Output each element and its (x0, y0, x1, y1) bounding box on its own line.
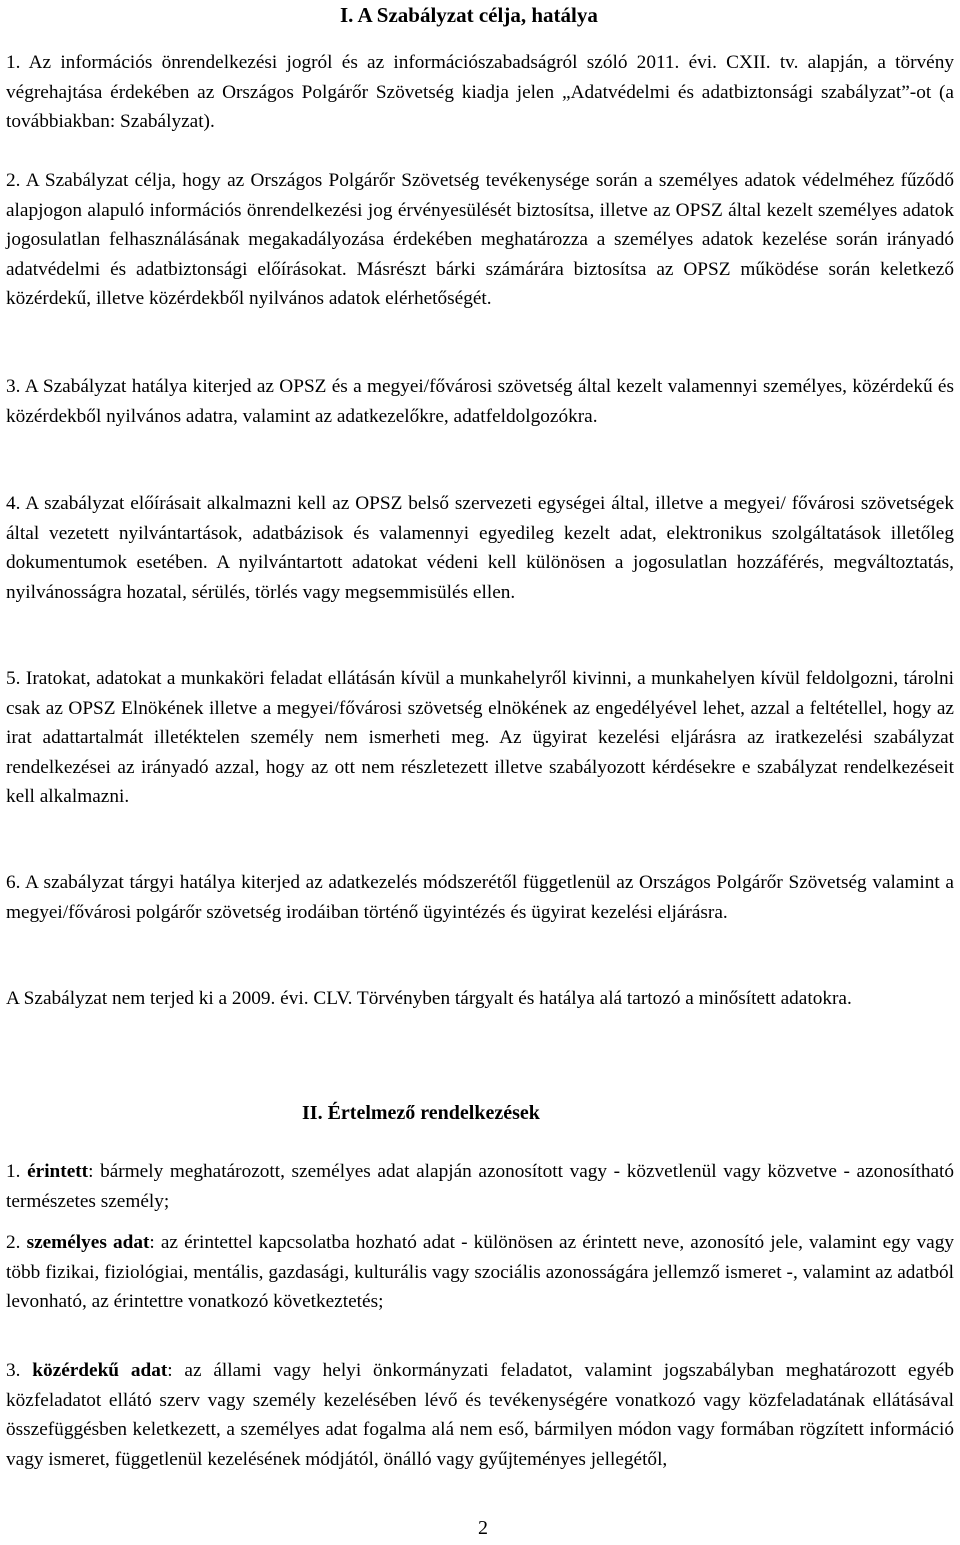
paragraph-6: 6. A szabályzat tárgyi hatálya kiterjed az adatkezelés módszerétől függetlenül az Országos Polgárőr Szövetség valamint a megyei/fővárosi polgárőr szövetség irodáiban történő ügyintézés és ügyirat kezelési eljárásra. (6, 872, 954, 923)
paragraph-1: 1. Az információs önrendelkezési jogról és az információszabadságról szóló 2011. évi. CXII. tv. alapján, a törvény végrehajtása érdekében az Országos Polgárőr Szövetség kiadja jelen „Adatvédelmi és adatbiztonsági szabályzat”-ot (a továbbiakban: Szabályzat). (6, 52, 954, 133)
definition-number: 2. (6, 1232, 27, 1253)
definition-term: közérdekű adat (32, 1360, 168, 1381)
definition-2 (6, 1228, 954, 1317)
paragraph-4: 4. A szabályzat előírásait alkalmazni kell az OPSZ belső szervezeti egységei által, illetve a megyei/ fővárosi szövetségek által vezetett nyilvántartások, adatbázisok és valamennyi egyedileg kezelt adat, elektronikus szolgáltatások illetőleg dokumentumok esetében. A nyilvántartott adatokat védeni kell különösen a jogosulatlan hozzáférés, megváltoztatás, nyilvánosságra hozatal, sérülés, törlés vagy megsemmisülés ellen. (6, 493, 954, 603)
definition-term: személyes adat (26, 1232, 150, 1253)
definition-1 (6, 1157, 954, 1216)
section-2-title: II. Értelmező rendelkezések (302, 1102, 540, 1124)
paragraph-5: 5. Iratokat, adatokat a munkaköri feladat ellátásán kívül a munkahelyről kivinni, a munkahelyen kívül feldolgozni, tárolni csak az OPSZ Elnökének illetve a megyei/fővárosi szövetség elnökének az engedélyével lehet, azzal a feltétellel, hogy az irat adattartalmát illetéktelen személy nem ismerheti meg. Az ügyirat kezelési eljárásra az iratkezelési szabályzat rendelkezései az irányadó azzal, hogy az ott nem részletezett illetve szabályozott kérdésekre e szabályzat rendelkezéseit kell alkalmazni. (6, 668, 954, 808)
definition-number: 3. (6, 1360, 33, 1381)
definition-term: érintett (27, 1161, 89, 1182)
definition-3 (6, 1356, 954, 1474)
definition-text: : az állami vagy helyi önkormányzati feladatot, valamint jogszabályban meghatározott egyéb közfeladatot ellátó szerv vagy személy kezelésében lévő és tevékenységére vonatkozó vagy közfeladatának ellátásával összefüggésben keletkezett, a személyes adat fogalma alá nem eső, bármilyen módon vagy formában rögzített információ vagy ismeret, függetlenül kezelésének módjától, önálló vagy gyűjteményes jellegétől, (6, 1360, 954, 1470)
paragraph-7: A Szabályzat nem terjed ki a 2009. évi. CLV. Törvényben tárgyalt és hatálya alá tartozó a minősített adatokra. (6, 988, 852, 1009)
section-1-title: I. A Szabályzat célja, hatálya (340, 3, 598, 27)
definition-text: : az érintettel kapcsolatba hozható adat - különösen az érintett neve, azonosító jele, valamint egy vagy több fizikai, fiziológiai, mentális, gazdasági, kulturális vagy szociális azonosságára jellemző ismeret -, valamint az adatból levonható, az érintettre vonatkozó következtetés; (6, 1232, 954, 1313)
definition-number: 1. (6, 1161, 28, 1182)
paragraph-2: 2. A Szabályzat célja, hogy az Országos Polgárőr Szövetség tevékenysége során a személyes adatok védelméhez fűződő alapjogon alapuló információs önrendelkezési jog érvényesülését biztosítsa, illetve az OPSZ által kezelt személyes adatok jogosulatlan felhasználásának megakadályozása érdekében meghatározza a személyes adatok kezelése során irányadó adatvédelmi és adatbiztonsági előírásokat. Másrészt bárki számárára biztosítsa az OPSZ működése során keletkező közérdekű, illetve közérdekből nyilvános adatok elérhetőségét. (6, 170, 954, 310)
page-number: 2 (478, 1517, 488, 1539)
definition-text: : bármely meghatározott, személyes adat alapján azonosított vagy - közvetlenül vagy közvetve - azonosítható természetes személy; (6, 1161, 955, 1212)
paragraph-3: 3. A Szabályzat hatálya kiterjed az OPSZ és a megyei/fővárosi szövetség által kezelt valamennyi személyes, közérdekű és közérdekből nyilvános adatra, valamint az adatkezelőkre, adatfeldolgozókra. (6, 376, 954, 427)
